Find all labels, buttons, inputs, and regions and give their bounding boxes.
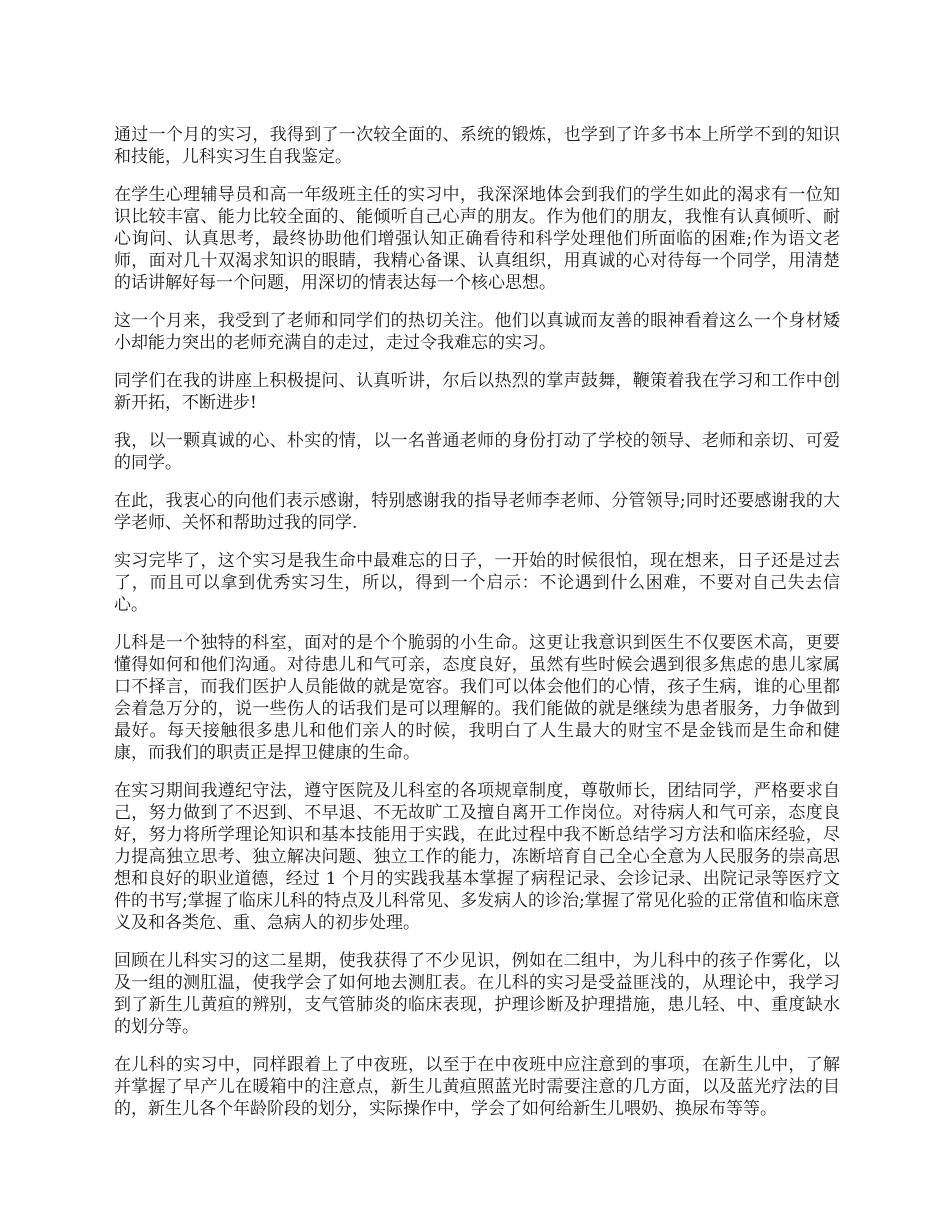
paragraph-8: 儿科是一个独特的科室，面对的是个个脆弱的小生命。这更让我意识到医生不仅要医术高，更要懂得如何和他们沟通。对待患儿和气可亲，态度良好，虽然有些时候会遇到很多焦虑的患儿家属口不择言，而我们医护人员能做的就是宽容。我们可以体会他们的心情，孩子生病，谁的心里都会着急万分的，说一些伤人的话我们是可以理解的。我们能做的就是继续为患者服务，力争做到最好。每天接触很多患儿和他们亲人的时候，我明白了人生最大的财宝不是金钱而是生命和健康，而我们的职责正是捍卫健康的生命。 bbox=[114, 633, 840, 763]
paragraph-9: 在实习期间我遵纪守法，遵守医院及儿科室的各项规章制度，尊敬师长，团结同学，严格要求自己，努力做到了不迟到、不早退、不无故旷工及擅自离开工作岗位。对待病人和气可亲，态度良好，努力将所学理论知识和基本技能用于实践，在此过程中我不断总结学习方法和临床经验，尽力提高独立思考、独立解决问题、独立工作的能力，冻断培育自己全心全意为人民服务的崇高思想和良好的职业道德，经过 1 个月的实践我基本掌握了病程记录、会诊记录、出院记录等医疗文件的书写;掌握了临床儿科的特点及儿科常见、多发病人的诊治;掌握了常见化验的正常值和临床意义及和各类危、重、急病人的初步处理。 bbox=[114, 781, 840, 933]
paragraph-1: 通过一个月的实习，我得到了一次较全面的、系统的锻炼，也学到了许多书本上所学不到的知识和技能，儿科实习生自我鉴定。 bbox=[114, 125, 840, 167]
paragraph-6: 在此，我衷心的向他们表示感谢，特别感谢我的指导老师李老师、分管领导;同时还要感谢我的大学老师、关怀和帮助过我的同学. bbox=[114, 491, 840, 533]
paragraph-3: 这一个月来，我受到了老师和同学们的热切关注。他们以真诚而友善的眼神看着这么一个身材矮小却能力突出的老师充满自的走过，走过令我难忘的实习。 bbox=[114, 311, 840, 353]
paragraph-4: 同学们在我的讲座上积极提问、认真听讲，尔后以热烈的掌声鼓舞，鞭策着我在学习和工作中创新开拓，不断进步! bbox=[114, 371, 840, 413]
paragraph-5: 我，以一颗真诚的心、朴实的情，以一名普通老师的身份打动了学校的领导、老师和亲切、可爱的同学。 bbox=[114, 431, 840, 473]
document-page bbox=[114, 124, 840, 1136]
paragraph-7: 实习完毕了，这个实习是我生命中最难忘的日子，一开始的时候很怕，现在想来，日子还是过去了，而且可以拿到优秀实习生，所以，得到一个启示：不论遇到什么困难，不要对自己失去信心。 bbox=[114, 551, 840, 615]
paragraph-10: 回顾在儿科实习的这二星期，使我获得了不少见识，例如在二组中，为儿科中的孩子作雾化，以及一组的测肛温，使我学会了如何地去测肛表。在儿科的实习是受益匪浅的，从理论中，我学习到了新生儿黄疸的辨别，支气管肺炎的临床表现，护理诊断及护理措施，患儿轻、中、重度缺水的划分等。 bbox=[114, 951, 840, 1037]
paragraph-11: 在儿科的实习中，同样跟着上了中夜班，以至于在中夜班中应注意到的事项，在新生儿中，了解并掌握了早产儿在暖箱中的注意点，新生儿黄疸照蓝光时需要注意的几方面，以及蓝光疗法的目的，新生儿各个年龄阶段的划分，实际操作中，学会了如何给新生儿喂奶、换尿布等等。 bbox=[114, 1055, 840, 1119]
paragraph-2: 在学生心理辅导员和高一年级班主任的实习中，我深深地体会到我们的学生如此的渴求有一位知识比较丰富、能力比较全面的、能倾听自己心声的朋友。作为他们的朋友，我惟有认真倾听、耐心询问、认真思考，最终协助他们增强认知正确看待和科学处理他们所面临的困难;作为语文老师，面对几十双渴求知识的眼睛，我精心备课、认真组织，用真诚的心对待每一个同学，用清楚的话讲解好每一个问题，用深切的情表达每一个核心思想。 bbox=[114, 185, 840, 293]
